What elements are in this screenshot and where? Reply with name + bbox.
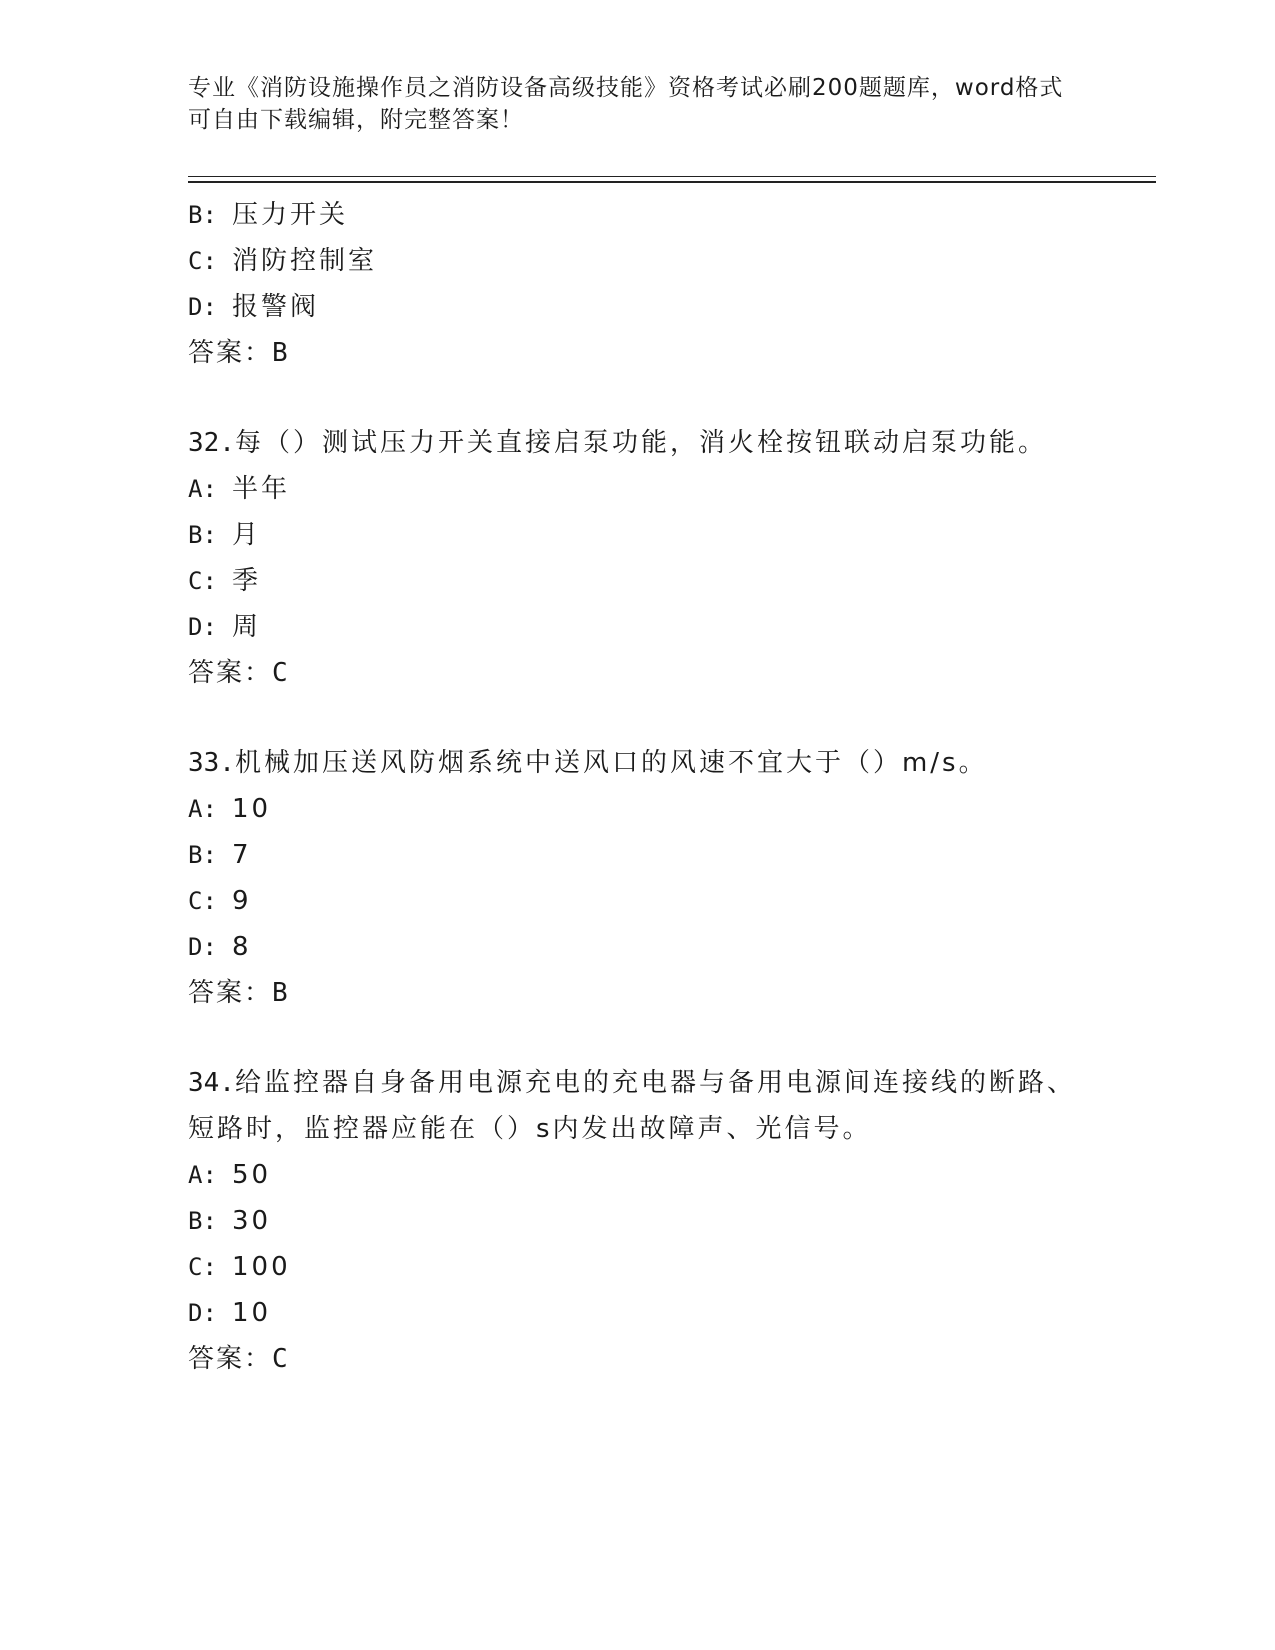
- option-d: [188, 604, 1088, 650]
- option-c: [188, 558, 1088, 604]
- spacer: [188, 1016, 1088, 1060]
- option-a: [188, 466, 1088, 512]
- answer-line: [188, 970, 1088, 1016]
- option-text: 8: [232, 932, 252, 962]
- question-text: 机械加压送风防烟系统中送风口的风速不宜大于（）m/s。: [234, 748, 988, 778]
- question-number: 32.: [188, 428, 235, 458]
- answer-line: [188, 1336, 1088, 1382]
- answer-value: C: [272, 1344, 288, 1374]
- option-b: [188, 1198, 1088, 1244]
- answer-label: 答案：: [188, 338, 273, 368]
- option-label: B:: [188, 521, 217, 549]
- option-c: [188, 878, 1088, 924]
- option-d: [188, 1290, 1088, 1336]
- answer-line: [188, 330, 1088, 376]
- option-a: [188, 786, 1088, 832]
- option-text: 半年: [232, 474, 291, 504]
- option-text: 消防控制室: [232, 246, 378, 276]
- question-text: 每（）测试压力开关直接启泵功能，消火栓按钮联动启泵功能。: [234, 428, 1047, 458]
- header-divider-thin: [188, 176, 1156, 177]
- option-text: 10: [232, 794, 272, 824]
- option-text: 10: [232, 1298, 272, 1328]
- option-text: 100: [232, 1252, 291, 1282]
- option-text: 7: [232, 840, 252, 870]
- option-label: C:: [188, 247, 217, 275]
- option-label: A:: [188, 795, 217, 823]
- spacer: [188, 376, 1088, 420]
- question-stem: [188, 740, 1078, 786]
- option-text: 周: [232, 612, 262, 642]
- answer-value: B: [272, 338, 288, 368]
- header-title: 专业《消防设施操作员之消防设备高级技能》资格考试必刷200题题库，word格式可自由下载编辑，附完整答案！: [188, 75, 1064, 133]
- option-label: D:: [188, 293, 217, 321]
- option-text: 月: [232, 520, 262, 550]
- option-label: A:: [188, 1161, 217, 1189]
- answer-label: 答案：: [188, 978, 273, 1008]
- document-header: [188, 72, 1078, 136]
- option-label: B:: [188, 201, 217, 229]
- option-label: C:: [188, 887, 217, 915]
- option-c: [188, 1244, 1088, 1290]
- question-stem: [188, 1060, 1078, 1152]
- spacer: [188, 696, 1088, 740]
- prev-question: [188, 192, 1088, 376]
- option-label: D:: [188, 613, 217, 641]
- answer-value: C: [272, 658, 288, 688]
- option-label: D:: [188, 1299, 217, 1327]
- answer-label: 答案：: [188, 658, 273, 688]
- option-label: A:: [188, 475, 217, 503]
- option-text: 30: [232, 1206, 272, 1236]
- option-d: [188, 924, 1088, 970]
- answer-line: [188, 650, 1088, 696]
- option-label: C:: [188, 567, 217, 595]
- option-label: B:: [188, 1207, 217, 1235]
- answer-label: 答案：: [188, 1344, 273, 1374]
- question-content: [188, 192, 1088, 1382]
- option-text: 季: [232, 566, 262, 596]
- question-32: [188, 420, 1088, 696]
- option-b: [188, 512, 1088, 558]
- header-divider-thick: [188, 181, 1156, 183]
- option-b: [188, 192, 1088, 238]
- option-label: B:: [188, 841, 217, 869]
- question-text: 给监控器自身备用电源充电的充电器与备用电源间连接线的断路、短路时，监控器应能在（）s内发出故障声、光信号。: [188, 1068, 1076, 1144]
- question-number: 34.: [188, 1068, 235, 1098]
- option-a: [188, 1152, 1088, 1198]
- answer-value: B: [272, 978, 288, 1008]
- option-c: [188, 238, 1088, 284]
- option-label: D:: [188, 933, 217, 961]
- option-text: 9: [232, 886, 252, 916]
- option-label: C:: [188, 1253, 217, 1281]
- option-text: 50: [232, 1160, 272, 1190]
- question-number: 33.: [188, 748, 235, 778]
- question-34: [188, 1060, 1088, 1382]
- question-33: [188, 740, 1088, 1016]
- question-stem: [188, 420, 1078, 466]
- option-text: 报警阀: [232, 292, 320, 322]
- option-b: [188, 832, 1088, 878]
- option-d: [188, 284, 1088, 330]
- option-text: 压力开关: [232, 200, 349, 230]
